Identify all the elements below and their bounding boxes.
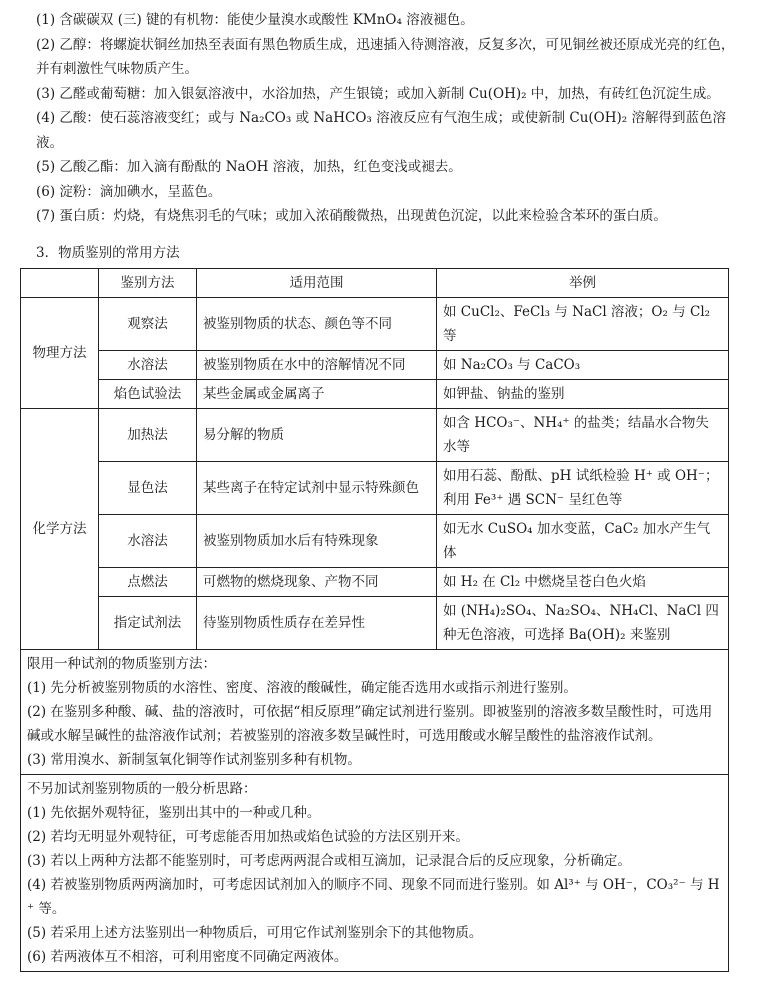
scope-cell: 某些离子在特定试剂中显示特殊颜色 — [197, 462, 437, 515]
note-line: (2) 在鉴别多种酸、碱、盐的溶液时，可依据“相反原理”确定试剂进行鉴别。即被鉴别的溶液多数呈酸性时，可选用碱或水解呈碱性的盐溶液作试剂；若被鉴别的溶液多数呈碱性时，可选用酸或水解呈酸性的盐溶液作试剂。 — [27, 704, 713, 744]
example-cell: 如 CuCl₂、FeCl₃ 与 NaCl 溶液；O₂ 与 Cl₂ 等 — [437, 298, 729, 351]
scope-cell: 易分解的物质 — [197, 409, 437, 462]
example-cell: 如钾盐、钠盐的鉴别 — [437, 380, 729, 409]
note-line: 限用一种试剂的物质鉴别方法： — [27, 656, 216, 672]
table-row — [21, 597, 729, 650]
intro-item: (6) 淀粉：滴加碘水，呈蓝色。 — [36, 183, 222, 200]
intro-item: (3) 乙醛或葡萄糖：加入银氨溶液中，水浴加热，产生银镜；或加入新制 Cu(OH)₂ 中，加热，有砖红色沉淀生成。 — [36, 85, 720, 102]
example-cell: 如用石蕊、酚酞、pH 试纸检验 H⁺ 或 OH⁻；利用 Fe³⁺ 遇 SCN⁻ 呈红色等 — [437, 462, 729, 515]
table-header-row — [21, 269, 729, 298]
intro-item: (5) 乙酸乙酯：加入滴有酚酞的 NaOH 溶液，加热，红色变浅或褪去。 — [36, 159, 462, 175]
intro-item: (2) 乙醇：将螺旋状铜丝加热至表面有黑色物质生成，迅速插入待测溶液，反复多次，可见铜丝被还原成光亮的红色，并有刺激性气味物质产生。 — [36, 36, 735, 77]
note-line: (2) 若均无明显外观特征，可考虑能否用加热或焰色试验的方法区别开来。 — [27, 829, 469, 845]
scope-cell: 可燃物的燃烧现象、产物不同 — [197, 568, 437, 597]
scope-cell: 被鉴别物质在水中的溶解情况不同 — [197, 351, 437, 380]
group-chemical: 化学方法 — [21, 409, 99, 650]
table-row — [21, 380, 729, 409]
note-line: 不另加试剂鉴别物质的一般分析思路： — [27, 781, 257, 797]
note-one-reagent — [21, 650, 729, 775]
identification-methods-table — [20, 268, 729, 972]
note-line: (4) 若被鉴别物质两两滴加时，可考虑因试剂加入的顺序不同、现象不同而进行鉴别。如 Al³⁺ 与 OH⁻，CO₃²⁻ 与 H⁺ 等。 — [27, 877, 720, 917]
table-row — [21, 568, 729, 597]
table-row — [21, 515, 729, 568]
header-blank — [21, 269, 99, 298]
header-scope: 适用范围 — [197, 269, 437, 298]
example-cell: 如无水 CuSO₄ 加水变蓝，CaC₂ 加水产生气体 — [437, 515, 729, 568]
note-no-reagent — [21, 775, 729, 972]
table-row — [21, 351, 729, 380]
method-cell: 显色法 — [99, 462, 197, 515]
method-cell: 水溶法 — [99, 515, 197, 568]
note-line: (3) 若以上两种方法都不能鉴别时，可考虑两两混合或相互滴加，记录混合后的反应现象，分析确定。 — [27, 853, 631, 869]
intro-list — [36, 8, 736, 229]
example-cell: 如 (NH₄)₂SO₄、Na₂SO₄、NH₄Cl、NaCl 四种无色溶液，可选择 Ba(OH)₂ 来鉴别 — [437, 597, 729, 650]
method-cell: 水溶法 — [99, 351, 197, 380]
header-method: 鉴别方法 — [99, 269, 197, 298]
section-title: 3．物质鉴别的常用方法 — [36, 245, 180, 261]
table-row — [21, 462, 729, 515]
note-row-one-reagent — [21, 650, 729, 775]
scope-cell: 被鉴别物质加水后有特殊现象 — [197, 515, 437, 568]
note-row-no-reagent — [21, 775, 729, 972]
note-line: (6) 若两液体互不相溶，可利用密度不同确定两液体。 — [27, 949, 348, 965]
note-line: (1) 先依据外观特征，鉴别出其中的一种或几种。 — [27, 805, 321, 821]
example-cell: 如 Na₂CO₃ 与 CaCO₃ — [437, 351, 729, 380]
header-example: 举例 — [437, 269, 729, 298]
note-line: (3) 常用溴水、新制氢氧化铜等作试剂鉴别多种有机物。 — [27, 752, 361, 768]
intro-item: (4) 乙酸：使石蕊溶液变红；或与 Na₂CO₃ 或 NaHCO₃ 溶液反应有气泡生成；或使新制 Cu(OH)₂ 溶解得到蓝色溶液。 — [36, 110, 726, 151]
example-cell: 如含 HCO₃⁻、NH₄⁺ 的盐类；结晶水合物失水等 — [437, 409, 729, 462]
method-cell: 观察法 — [99, 298, 197, 351]
scope-cell: 待鉴别物质性质存在差异性 — [197, 597, 437, 650]
table-row — [21, 409, 729, 462]
group-physical: 物理方法 — [21, 298, 99, 409]
method-cell: 焰色试验法 — [99, 380, 197, 409]
scope-cell: 某些金属或金属离子 — [197, 380, 437, 409]
note-line: (1) 先分析被鉴别物质的水溶性、密度、溶液的酸碱性，确定能否选用水或指示剂进行鉴别。 — [27, 680, 577, 696]
table-row — [21, 298, 729, 351]
intro-item: (1) 含碳碳双 (三) 键的有机物：能使少量溴水或酸性 KMnO₄ 溶液褪色。 — [36, 12, 474, 28]
method-cell: 指定试剂法 — [99, 597, 197, 650]
example-cell: 如 H₂ 在 Cl₂ 中燃烧呈苍白色火焰 — [437, 568, 729, 597]
scope-cell: 被鉴别物质的状态、颜色等不同 — [197, 298, 437, 351]
note-line: (5) 若采用上述方法鉴别出一种物质后，可用它作试剂鉴别余下的其他物质。 — [27, 925, 483, 941]
intro-item: (7) 蛋白质：灼烧，有烧焦羽毛的气味；或加入浓硝酸微热，出现黄色沉淀，以此来检验含苯环的蛋白质。 — [36, 208, 667, 224]
method-cell: 加热法 — [99, 409, 197, 462]
method-cell: 点燃法 — [99, 568, 197, 597]
